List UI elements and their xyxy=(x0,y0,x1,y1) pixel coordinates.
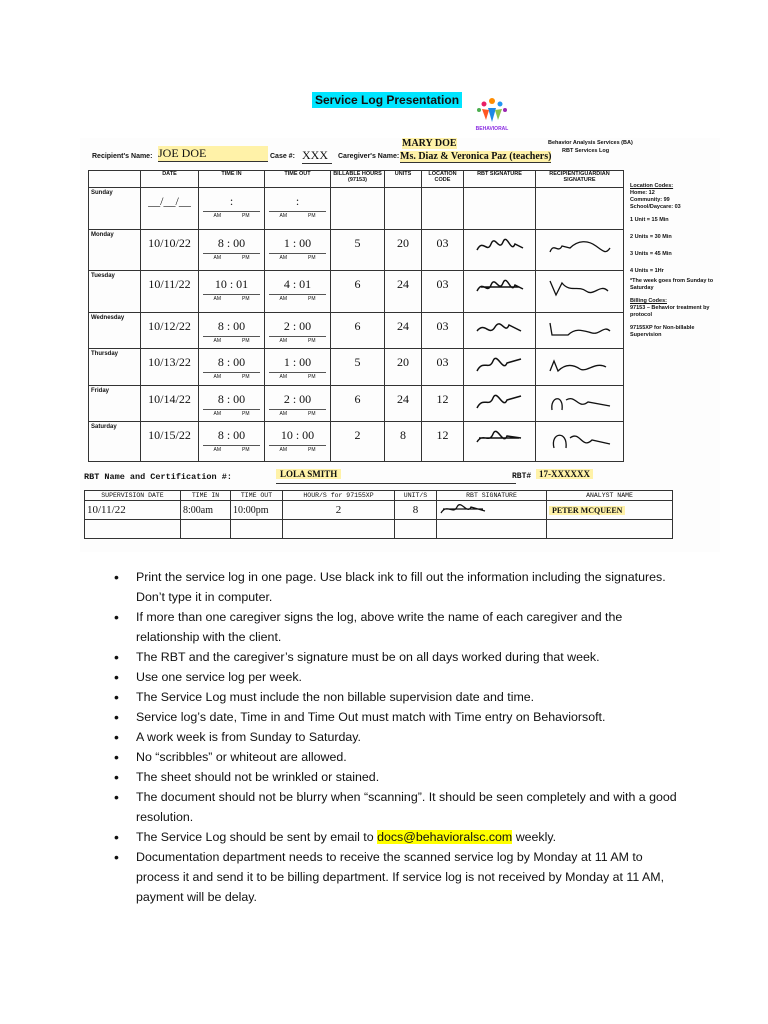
am-label: AM xyxy=(279,213,287,219)
list-item: • Documentation department needs to receive the scanned service log by Monday at 11 AM to process it and send it to be billing department. If service log is not received by Monday at 11 AM, payment will be delay. xyxy=(108,847,678,907)
legend-week: *The week goes from Sunday to Saturday xyxy=(630,278,714,291)
am-label: AM xyxy=(213,411,221,417)
units-cell: 20 xyxy=(397,355,409,369)
sup-date: 10/11/22 xyxy=(85,501,181,520)
units-cell: 24 xyxy=(397,319,409,333)
logo-text: BEHAVIORAL xyxy=(475,126,509,132)
units-cell: 20 xyxy=(397,236,409,250)
rbt-signature xyxy=(475,392,525,412)
day-label: Saturday xyxy=(89,422,141,462)
am-label: AM xyxy=(279,296,287,302)
time-in-cell: 10 : 01 xyxy=(214,277,249,291)
recipient-label: Recipient's Name: xyxy=(92,153,153,160)
day-label: Friday xyxy=(89,386,141,422)
list-item xyxy=(108,827,678,847)
billing-code-1: 97153 – Behavior treatment by protocol xyxy=(630,305,710,318)
am-label: AM xyxy=(279,338,287,344)
location-cell: 03 xyxy=(436,277,449,291)
table-row xyxy=(89,313,624,349)
list-item: • Use one service log per week. xyxy=(108,667,678,687)
legend-school: School/Daycare: 03 xyxy=(630,204,681,210)
pm-label: PM xyxy=(308,255,316,261)
location-cell: 03 xyxy=(436,236,449,250)
table-row xyxy=(89,271,624,313)
hours-cell: 5 xyxy=(354,236,361,250)
pm-label: PM xyxy=(242,338,250,344)
billing-title: Billing Codes: xyxy=(630,298,667,304)
service-log-table xyxy=(88,170,624,462)
rbt-name: LOLA SMITH xyxy=(276,469,341,479)
rbt-signature xyxy=(475,236,525,256)
date-cell: 10/12/22 xyxy=(148,319,191,333)
pm-label: PM xyxy=(242,255,250,261)
day-label: Thursday xyxy=(89,349,141,386)
sup-col-rbt-signature: RBT SIGNATURE xyxy=(437,491,547,501)
day-label: Monday xyxy=(89,230,141,271)
date-cell: 10/14/22 xyxy=(148,392,191,406)
pm-label: PM xyxy=(308,338,316,344)
time-in-cell: 8 : 00 xyxy=(217,319,246,333)
pm-label: PM xyxy=(308,374,316,380)
date-cell: __/__/__ xyxy=(148,194,191,208)
am-label: AM xyxy=(279,447,287,453)
legend-panel xyxy=(630,183,720,342)
guardian-signature xyxy=(548,392,612,414)
units-cell: 24 xyxy=(397,392,409,406)
am-label: AM xyxy=(213,374,221,380)
list-item: • The Service Log must include the non billable supervision date and time. xyxy=(108,687,678,707)
units-cell: 8 xyxy=(400,428,406,442)
am-label: AM xyxy=(213,213,221,219)
legend-home: Home: 12 xyxy=(630,190,655,196)
am-label: AM xyxy=(213,296,221,302)
am-label: AM xyxy=(279,411,287,417)
time-in-cell: 8 : 00 xyxy=(217,392,246,406)
table-row xyxy=(89,422,624,462)
pm-label: PM xyxy=(308,447,316,453)
time-out-cell: 2 : 00 xyxy=(283,319,312,333)
org-line2: RBT Services Log xyxy=(562,148,610,154)
time-out-cell: 1 : 00 xyxy=(283,236,312,250)
case-value: XXX xyxy=(302,148,332,164)
location-cell: 12 xyxy=(436,392,449,406)
caregiver-value: Ms. Diaz & Veronica Paz (teachers) xyxy=(400,151,552,162)
sup-col-units: UNIT/S xyxy=(395,491,437,501)
behavioral-logo-icon xyxy=(470,96,514,124)
guardian-signature xyxy=(548,428,612,454)
pm-label: PM xyxy=(308,411,316,417)
date-cell: 10/10/22 xyxy=(148,236,191,250)
legend-unit-1: 1 Unit = 15 Min xyxy=(630,217,669,223)
rules-list xyxy=(108,567,678,907)
rbt-signature xyxy=(475,277,525,297)
guardian-signature xyxy=(548,277,612,299)
pm-label: PM xyxy=(242,411,250,417)
hours-cell: 6 xyxy=(354,277,361,291)
time-out-cell: 4 : 01 xyxy=(283,277,312,291)
table-header-row xyxy=(89,171,624,188)
list-item: • No “scribbles” or whiteout are allowed. xyxy=(108,747,678,767)
supervision-header-row xyxy=(85,491,673,501)
date-cell: 10/15/22 xyxy=(148,428,191,442)
col-rbt-signature: RBT SIGNATURE xyxy=(464,171,536,188)
list-item: • The sheet should not be wrinkled or stained. xyxy=(108,767,678,787)
legend-community: Community: 99 xyxy=(630,197,670,203)
day-label: Sunday xyxy=(89,188,141,230)
col-guardian-signature: RECIPIENT/GUARDIAN SIGNATURE xyxy=(536,171,624,188)
sup-analyst: PETER MCQUEEN xyxy=(549,506,625,515)
time-in-cell: : xyxy=(229,194,234,208)
page-title: Service Log Presentation xyxy=(312,92,462,108)
legend-unit-4: 4 Units = 1Hr xyxy=(630,268,664,274)
legend-unit-3: 3 Units = 45 Min xyxy=(630,251,672,257)
sup-col-time-in: TIME IN xyxy=(181,491,231,501)
time-in-cell: 8 : 00 xyxy=(217,428,246,442)
am-label: AM xyxy=(213,338,221,344)
list-item: • The document should not be blurry when “scanning”. It should be seen completely and with a good resolution. xyxy=(108,787,678,827)
location-cell: 03 xyxy=(436,355,449,369)
day-label: Tuesday xyxy=(89,271,141,313)
time-out-cell: 10 : 00 xyxy=(280,428,315,442)
list-item: • A work week is from Sunday to Saturday. xyxy=(108,727,678,747)
time-out-cell: : xyxy=(295,194,300,208)
am-label: AM xyxy=(213,447,221,453)
date-cell: 10/13/22 xyxy=(148,355,191,369)
behavioral-logo xyxy=(470,96,514,132)
pm-label: PM xyxy=(242,374,250,380)
rbt-number: 17-XXXXXX xyxy=(536,469,593,479)
sup-col-date: SUPERVISION DATE xyxy=(85,491,181,501)
hours-cell: 2 xyxy=(354,428,361,442)
email-link[interactable]: docs@behavioralsc.com xyxy=(377,830,513,844)
rbt-signature xyxy=(475,428,525,448)
am-label: AM xyxy=(279,255,287,261)
col-date: DATE xyxy=(141,171,199,188)
table-row xyxy=(89,230,624,271)
org-line1: Behavior Analysis Services (BA) xyxy=(548,140,633,146)
sup-time-in: 8:00am xyxy=(181,501,231,520)
rbt-number-label: RBT# xyxy=(512,472,532,481)
time-out-cell: 2 : 00 xyxy=(283,392,312,406)
list-item: • Service log’s date, Time in and Time Out must match with Time entry on Behaviorsoft. xyxy=(108,707,678,727)
pm-label: PM xyxy=(308,213,316,219)
rbt-signature xyxy=(475,355,525,375)
pm-label: PM xyxy=(242,447,250,453)
rbt-name-label: RBT Name and Certification #: xyxy=(84,472,232,482)
pm-label: PM xyxy=(308,296,316,302)
caregiver-top: MARY DOE xyxy=(402,138,457,149)
sup-col-hours: HOUR/S for 97155XP xyxy=(283,491,395,501)
time-in-cell: 8 : 00 xyxy=(217,355,246,369)
time-out-cell: 1 : 00 xyxy=(283,355,312,369)
am-label: AM xyxy=(279,374,287,380)
billing-code-2: 97155XP for Non-billable Supervision xyxy=(630,325,695,338)
col-hours: BILLABLE HOURS (97153) xyxy=(331,171,385,188)
service-log-form xyxy=(80,138,720,552)
sup-time-out: 10:00pm xyxy=(231,501,283,520)
recipient-value: JOE DOE xyxy=(158,146,268,162)
pm-label: PM xyxy=(242,296,250,302)
am-label: AM xyxy=(213,255,221,261)
supervision-row xyxy=(85,520,673,539)
hours-cell: 6 xyxy=(354,319,361,333)
col-time-in: TIME IN xyxy=(199,171,265,188)
sup-col-analyst: ANALYST NAME xyxy=(547,491,673,501)
rule-email-pre: The Service Log should be sent by email to xyxy=(136,830,378,844)
location-cell: 12 xyxy=(436,428,449,442)
list-item: • The RBT and the caregiver’s signature must be on all days worked during that week. xyxy=(108,647,678,667)
hours-cell: 6 xyxy=(354,392,361,406)
caregiver-label: Caregiver's Name: xyxy=(338,153,400,160)
sup-col-time-out: TIME OUT xyxy=(231,491,283,501)
table-row xyxy=(89,386,624,422)
guardian-signature xyxy=(548,355,612,377)
guardian-signature xyxy=(548,236,612,258)
hours-cell: 5 xyxy=(354,355,361,369)
sup-hours: 2 xyxy=(283,501,395,520)
case-label: Case #: xyxy=(270,153,295,160)
location-cell: 03 xyxy=(436,319,449,333)
date-cell: 10/11/22 xyxy=(148,277,191,291)
day-label: Wednesday xyxy=(89,313,141,349)
legend-unit-2: 2 Units = 30 Min xyxy=(630,234,672,240)
sup-rbt-signature xyxy=(439,501,489,517)
table-row xyxy=(89,188,624,230)
supervision-row xyxy=(85,501,673,520)
col-units: UNITS xyxy=(385,171,422,188)
legend-title: Location Codes: xyxy=(630,183,674,189)
sup-units: 8 xyxy=(395,501,437,520)
list-item: • Print the service log in one page. Use black ink to fill out the information including the signatures. Don’t type it in computer. xyxy=(108,567,678,607)
col-time-out: TIME OUT xyxy=(265,171,331,188)
rbt-name-line xyxy=(276,483,516,484)
list-item: • If more than one caregiver signs the log, above write the name of each caregiver and the relationship with the client. xyxy=(108,607,678,647)
guardian-signature xyxy=(548,319,612,341)
table-row xyxy=(89,349,624,386)
rbt-signature xyxy=(475,319,525,339)
units-cell: 24 xyxy=(397,277,409,291)
col-location: LOCATION CODE xyxy=(422,171,464,188)
time-in-cell: 8 : 00 xyxy=(217,236,246,250)
rule-email-post: weekly. xyxy=(512,830,557,844)
pm-label: PM xyxy=(242,213,250,219)
supervision-table xyxy=(84,490,673,539)
